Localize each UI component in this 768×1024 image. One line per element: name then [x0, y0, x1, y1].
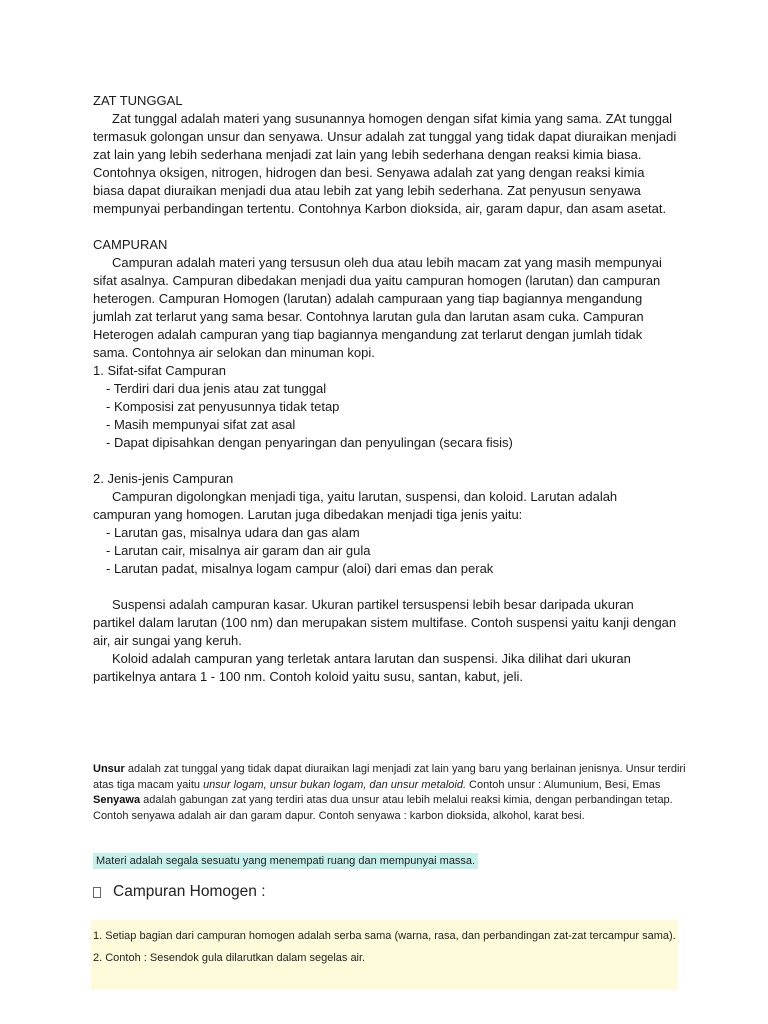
senyawa-term: Senyawa	[93, 794, 141, 806]
main-text	[93, 92, 678, 686]
homogen-item-2: 2. Contoh : Sesendok gula dilarutkan dalam segelas air.	[93, 952, 366, 964]
bullet-icon	[93, 887, 101, 898]
sifat-title: 1. Sifat-sifat Campuran	[93, 363, 226, 378]
sifat-item: - Komposisi zat penyusunnya tidak tetap	[106, 399, 340, 414]
sifat-item: - Dapat dipisahkan dengan penyaringan dan penyulingan (secara fisis)	[106, 435, 513, 450]
unsur-term: Unsur	[93, 763, 125, 775]
zat-tunggal-body: Zat tunggal adalah materi yang susunannya homogen dengan sifat kimia yang sama. ZAt tunggal termasuk golongan unsur dan senyawa. Unsur adalah zat tunggal yang tidak dapat diuraikan menjadi zat lain yang lebih sederhana menjadi zat lain yang lebih sederhana dengan reaksi kimia biasa. Contohnya oksigen, nitrogen, hidrogen dan besi. Senyawa adalah zat yang dengan reaksi kimia biasa dapat diuraikan menjadi dua atau lebih zat yang lebih sederhana. Zat penyusun senyawa mempunyai perbandingan tertentu. Contohnya Karbon dioksida, air, garam dapur, dan asam asetat.	[93, 111, 677, 216]
jenis-intro: Campuran digolongkan menjadi tiga, yaitu larutan, suspensi, dan koloid. Larutan adalah campuran yang homogen. Larutan juga dibedakan menjadi tiga jenis yaitu:	[93, 489, 618, 522]
campuran-intro-2: heterogen. Campuran Homogen (larutan) adalah campuraan yang tiap bagiannya mengandung jumlah zat terlarut yang sama besar. Contohnya larutan gula dan larutan asam cuka. Campuran Heterogen adalah campuran yang tiap bagiannya mengandung zat terlarut dengan jumlah tidak sama. Contohnya air selokan dan minuman kopi.	[93, 291, 644, 360]
senyawa-note	[93, 793, 688, 824]
sifat-item: - Terdiri dari dua jenis atau zat tunggal	[106, 381, 327, 396]
unsur-types: unsur logam, unsur bukan logam, dan unsur metaloid.	[203, 778, 466, 791]
jenis-item: - Larutan cair, misalnya air garam dan air gula	[106, 543, 371, 558]
zat-tunggal-title: ZAT TUNGGAL	[93, 93, 183, 108]
sifat-item: - Masih mempunyai sifat zat asal	[106, 417, 296, 432]
jenis-item: - Larutan gas, misalnya udara dan gas alam	[106, 525, 360, 540]
senyawa-text: adalah gabungan zat yang terdiri atas dua unsur atau lebih melalui reaksi kimia, dengan perbandingan tetap. Contoh senyawa adalah air dan garam dapur. Contoh senyawa : karbon dioksida, alkohol, karat besi.	[93, 794, 673, 822]
materi-highlight: Materi adalah segala sesuatu yang menempati ruang dan mempunyai massa.	[93, 853, 478, 869]
campuran-homogen-heading	[93, 882, 266, 902]
campuran-homogen-title: Campuran Homogen :	[113, 883, 266, 900]
notes-section	[93, 762, 688, 824]
unsur-text-1: adalah zat tunggal yang tidak dapat diuraikan lagi menjadi zat lain yang baru yang berlainan jenisnya. Unsur terdiri atas tiga macam yaitu	[93, 763, 686, 791]
campuran-intro-1: Campuran adalah materi yang tersusun oleh dua atau lebih macam zat yang masih mempunyai sifat asalnya. Campuran dibedakan menjadi dua yaitu campuran homogen (larutan) dan campuran	[93, 255, 662, 288]
suspensi-paragraph: Suspensi adalah campuran kasar. Ukuran partikel tersuspensi lebih besar daripada ukuran partikel dalam larutan (100 nm) dan merupakan sistem multifase. Contoh suspensi yaitu kanji dengan air, air sungai yang keruh.	[93, 597, 677, 648]
unsur-note	[93, 762, 688, 793]
jenis-title: 2. Jenis-jenis Campuran	[93, 471, 234, 486]
homogen-box	[91, 920, 678, 990]
koloid-paragraph: Koloid adalah campuran yang terletak antara larutan dan suspensi. Jika dilihat dari ukuran partikelnya antara 1 - 100 nm. Contoh koloid yaitu susu, santan, kabut, jeli.	[93, 651, 631, 684]
jenis-item: - Larutan padat, misalnya logam campur (aloi) dari emas dan perak	[106, 561, 494, 576]
homogen-item-1: 1. Setiap bagian dari campuran homogen adalah serba sama (warna, rasa, dan perbandingan zat-zat tercampur sama).	[93, 930, 676, 942]
unsur-text-2: Contoh unsur : Alumunium, Besi, Emas	[466, 778, 661, 791]
campuran-title: CAMPURAN	[93, 237, 168, 252]
